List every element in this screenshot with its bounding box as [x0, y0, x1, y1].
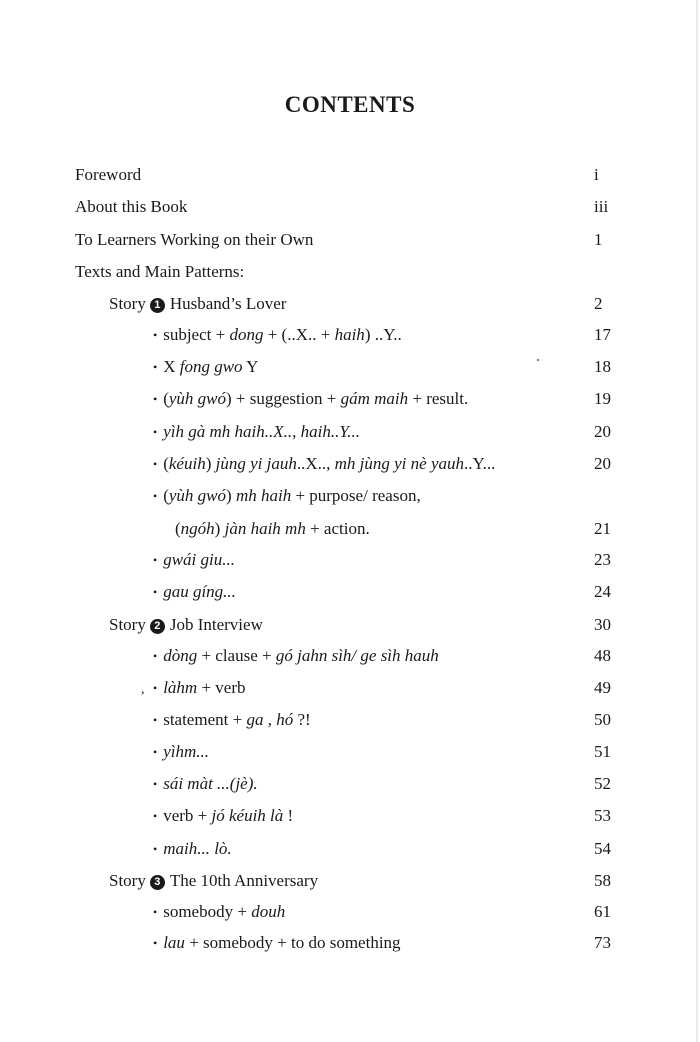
toc-pattern[interactable]: • làhm + verb 49	[0, 675, 700, 701]
toc-pattern[interactable]: • (yùh gwó) + suggestion + gám maih + result. 19	[0, 386, 700, 412]
entry-page: 53	[594, 806, 611, 825]
toc-entry-texts-patterns[interactable]	[0, 259, 700, 285]
toc-pattern[interactable]: • sái màt ...(jè). 52	[0, 771, 700, 797]
scan-speck	[537, 359, 539, 361]
toc-pattern[interactable]: • gwái giu... 23	[0, 547, 700, 573]
entry-page: 52	[594, 774, 611, 793]
entry-page: 50	[594, 710, 611, 729]
entry-page: 2	[594, 294, 603, 313]
toc-pattern[interactable]: • maih... lò. 54	[0, 836, 700, 862]
entry-page: 24	[594, 582, 611, 601]
toc-entry-learners[interactable]	[0, 227, 700, 253]
entry-page: 18	[594, 357, 611, 376]
bullet-icon: •	[153, 425, 158, 439]
number-badge-icon: 1	[150, 298, 165, 313]
bullet-icon: •	[153, 842, 158, 856]
toc-story-2[interactable]	[0, 612, 700, 638]
bullet-icon: •	[153, 777, 158, 791]
bullet-icon: •	[153, 392, 158, 406]
toc-pattern[interactable]: • yìh gà mh haih..X.., haih..Y... 20	[0, 419, 700, 445]
entry-title: To Learners Working on their Own	[75, 230, 314, 249]
toc-pattern[interactable]: • verb + jó kéuih là ! 53	[0, 803, 700, 829]
entry-page: 49	[594, 678, 611, 697]
toc-entry-foreword[interactable]	[0, 162, 700, 188]
toc-pattern[interactable]: • (yùh gwó) mh haih + purpose/ reason,	[153, 486, 421, 505]
bullet-icon: •	[153, 457, 158, 471]
toc-pattern-continued[interactable]: (ngóh) jàn haih mh + action. 21	[0, 516, 700, 542]
entry-page: 73	[594, 933, 611, 952]
entry-page: 21	[594, 519, 611, 538]
entry-title: Foreword	[75, 165, 142, 184]
entry-page: 20	[594, 422, 611, 441]
toc-pattern[interactable]: • gau gíng... 24	[0, 579, 700, 605]
bullet-icon: •	[153, 681, 158, 695]
toc-pattern[interactable]: • lau + somebody + to do something 73	[0, 930, 700, 956]
bullet-icon: •	[153, 905, 158, 919]
toc-pattern[interactable]: • statement + ga , hó ?! 50	[0, 707, 700, 733]
number-badge-icon: 2	[150, 619, 165, 634]
story-label: Story	[109, 615, 146, 634]
entry-page: 30	[594, 615, 611, 634]
toc-story-1[interactable]	[0, 291, 700, 317]
entry-page: iii	[594, 197, 609, 216]
bullet-icon: •	[153, 585, 158, 599]
toc-story-3[interactable]	[0, 868, 700, 894]
toc-pattern[interactable]: • dòng + clause + gó jahn sìh/ ge sìh hauh 48	[0, 643, 700, 669]
bullet-icon: •	[153, 936, 158, 950]
entry-page: 48	[594, 646, 611, 665]
story-label: Story	[109, 871, 146, 890]
story-title: Husband’s Lover	[169, 294, 287, 313]
bullet-icon: •	[153, 489, 158, 503]
story-title: The 10th Anniversary	[169, 871, 319, 890]
bullet-icon: •	[153, 649, 158, 663]
entry-page: 19	[594, 389, 611, 408]
entry-page: i	[594, 165, 599, 184]
entry-page: 58	[594, 871, 611, 890]
entry-page: 51	[594, 742, 611, 761]
toc-pattern[interactable]: • yìhm... 51	[0, 739, 700, 765]
story-title: Job Interview	[169, 615, 263, 634]
bullet-icon: •	[153, 328, 158, 342]
entry-page: 20	[594, 454, 611, 473]
entry-title: About this Book	[75, 197, 188, 216]
bullet-icon: •	[153, 745, 158, 759]
bullet-icon: •	[153, 553, 158, 567]
toc-pattern[interactable]: • (kéuih) jùng yi jauh..X.., mh jùng yi nè yauh..Y... 20	[0, 451, 700, 477]
entry-page: 17	[594, 325, 611, 344]
toc-entry-about[interactable]	[0, 194, 700, 220]
entry-title: Texts and Main Patterns:	[75, 262, 245, 281]
toc-pattern[interactable]: • somebody + douh 61	[0, 899, 700, 925]
toc-pattern[interactable]: • X fong gwo Y 18	[0, 354, 700, 380]
number-badge-icon: 3	[150, 875, 165, 890]
page-title: CONTENTS	[284, 92, 416, 117]
bullet-icon: •	[153, 360, 158, 374]
stray-mark: ,	[141, 682, 145, 697]
entry-page: 54	[594, 839, 611, 858]
entry-page: 23	[594, 550, 611, 569]
bullet-icon: •	[153, 713, 158, 727]
entry-page: 61	[594, 902, 611, 921]
story-label: Story	[109, 294, 146, 313]
toc-pattern[interactable]: • subject + dong + (..X.. + haih) ..Y.. 17	[0, 322, 700, 348]
entry-page: 1	[594, 230, 603, 249]
bullet-icon: •	[153, 809, 158, 823]
